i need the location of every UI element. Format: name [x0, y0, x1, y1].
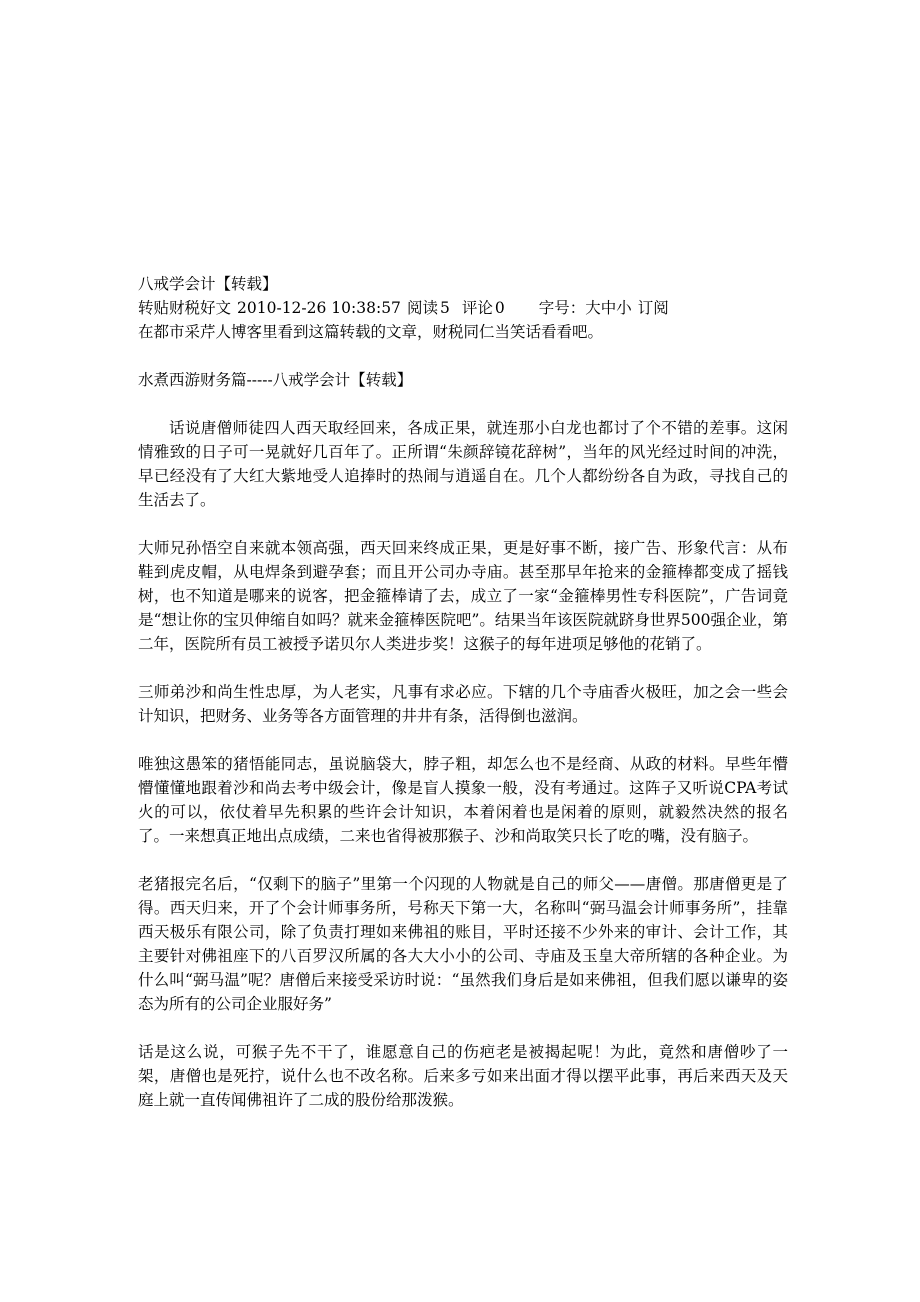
comment-count-group: [462, 299, 511, 317]
body-paragraph: 三师弟沙和尚生性忠厚，为人老实，凡事有求必应。下辖的几个寺庙香火极旺，加之会一些会计知识，把财务、业务等各方面管理的井井有条，活得倒也滋润。: [138, 683, 788, 725]
body-paragraph: 话是这么说，可猴子先不干了，谁愿意自己的伤疤老是被揭起呢！为此，竟然和唐僧吵了一架，唐僧也是死拧，说什么也不改名称。后来多亏如来出面才得以摆平此事，再后来西天及天庭上就一直传闻佛祖许了二成的股份给那泼猴。: [138, 1043, 788, 1109]
body-paragraph: 大师兄孙悟空自来就本领高强，西天回来终成正果，更是好事不断，接广告、形象代言：从布鞋到虎皮帽，从电焊条到避孕套；而且开公司办寺庙。甚至那早年抢来的金箍棒都变成了摇钱树，也不知道是哪来的说客，把金箍棒请了去，成立了一家“金箍棒男性专科医院”，广告词竟是“想让你的宝贝伸缩自如吗？就来金箍棒医院吧”。结果当年该医院就跻身世界500强企业，第二年，医院所有员工被授予诺贝尔人类进步奖！这猴子的每年进项足够他的花销了。: [138, 539, 788, 653]
body-paragraph: 唯独这愚笨的猪悟能同志，虽说脑袋大，脖子粗，却怎么也不是经商、从政的材料。早些年懵懵懂懂地跟着沙和尚去考中级会计，像是盲人摸象一般，没有考通过。这阵子又听说CPA考试火的可以，依仗着早先积累的些许会计知识，本着闲着也是闲着的原则，就毅然决然的报名了。一来想真正地出点成绩，二来也省得被那猴子、沙和尚取笑只长了吃的嘴，没有脑子。: [138, 755, 788, 845]
font-size-small-button[interactable]: 小: [616, 299, 632, 317]
article-title: 八戒学会计【转载】: [138, 275, 278, 293]
read-count: 5: [439, 299, 450, 317]
article: [138, 272, 788, 1136]
article-intro: 在都市采芹人博客里看到这篇转载的文章，财税同仁当笑话看看吧。: [138, 323, 604, 341]
font-size-large-button[interactable]: 大: [585, 299, 601, 317]
read-count-group: [407, 299, 456, 317]
spacer: [138, 344, 788, 368]
spacer: [138, 392, 788, 416]
comment-count: 0: [494, 299, 505, 317]
body-paragraph: 话说唐僧师徒四人西天取经回来，各成正果，就连那小白龙也都讨了个不错的差事。这闲情雅致的日子可一晃就好几百年了。正所谓“朱颜辞镜花辞树”，当年的风光经过时间的冲洗，早已经没有了大红大紫地受人追捧时的热闹与逍遥自在。几个人都纷纷各自为政，寻找自己的生活去了。: [138, 419, 788, 509]
read-label: 阅读: [406, 299, 438, 317]
article-meta: [138, 296, 788, 320]
subscribe-link[interactable]: 订阅: [637, 299, 669, 317]
article-subtitle: 水煮西游财务篇-----八戒学会计【转载】: [138, 371, 413, 389]
body-paragraph: 老猪报完名后，“仅剩下的脑子”里第一个闪现的人物就是自己的师父——唐僧。那唐僧更是了得。西天归来，开了个会计师事务所，号称天下第一大，名称叫“弼马温会计师事务所”，挂靠西天极乐有限公司，除了负责打理如来佛祖的账目，平时还接不少外来的审计、会计工作，其主要针对佛祖座下的八百罗汉所属的各大大小小的公司、寺庙及玉皇大帝所辖的各种企业。为什么叫“弼马温”呢？唐僧后来接受采访时说：“虽然我们身后是如来佛祖，但我们愿以谦卑的姿态为所有的公司企业服好务”: [138, 875, 788, 1013]
font-size-medium-button[interactable]: 中: [600, 299, 617, 317]
post-datetime: 2010-12-26 10:38:57: [237, 299, 401, 317]
category-link[interactable]: 转贴财税好文: [138, 299, 232, 317]
comment-link[interactable]: 评论: [461, 299, 493, 317]
font-size-label: 字号：: [538, 299, 586, 317]
